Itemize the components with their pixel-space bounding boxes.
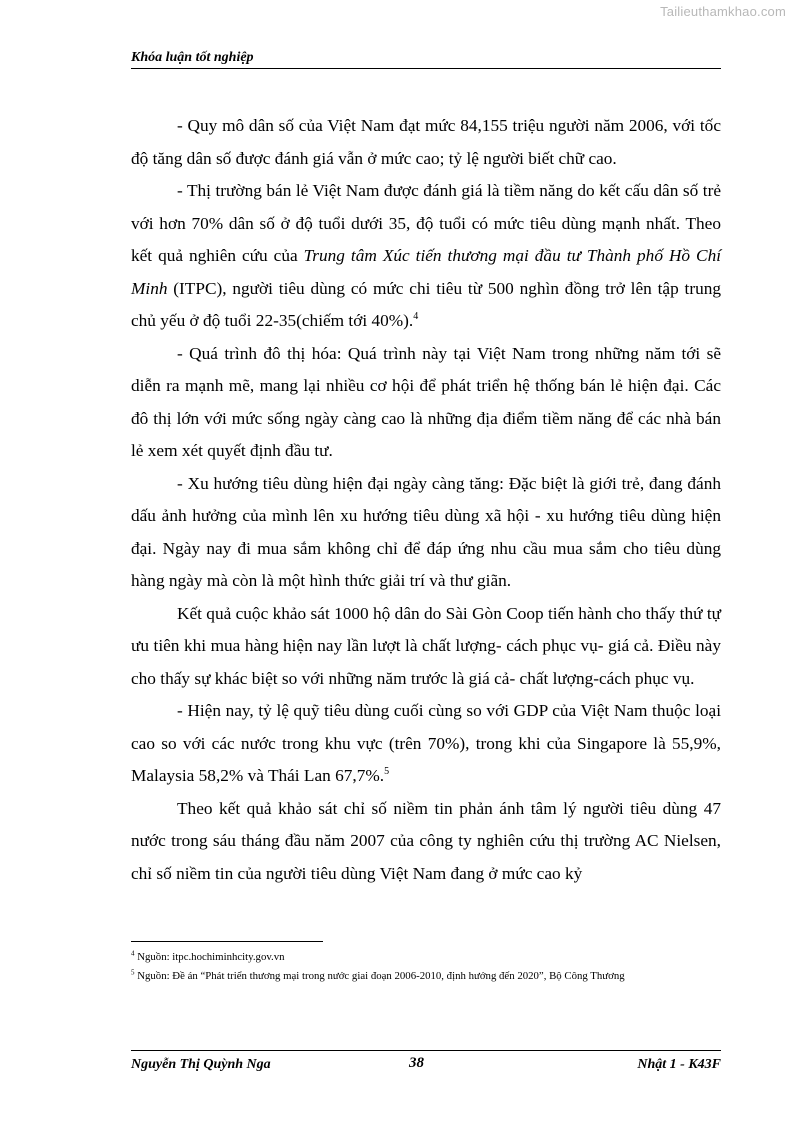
paragraph-confidence-index: Theo kết quả khảo sát chỉ số niềm tin phản ánh tâm lý người tiêu dùng 47 nước trong sáu tháng đầu năm 2007 của công ty nghiên cứu thị trường AC Nielsen, chỉ số niềm tin của người tiêu dùng Việt Nam đang ở mức cao kỷ: [131, 798, 721, 883]
paragraph-survey: Kết quả cuộc khảo sát 1000 hộ dân do Sài Gòn Coop tiến hành cho thấy thứ tự ưu tiên khi mua hàng hiện nay lần lượt là chất lượng- cách phục vụ- giá cả. Điều này cho thấy sự khác biệt so với những năm trước là giá cả- chất lượng-cách phục vụ.: [131, 603, 721, 688]
paragraph-urbanization: - Quá trình đô thị hóa: Quá trình này tại Việt Nam trong những năm tới sẽ diễn ra mạnh mẽ, mang lại nhiều cơ hội để phát triển hệ thống bán lẻ hiện đại. Các đô thị lớn với mức sống ngày càng cao là những địa điểm tiềm năng để các nhà bán lẻ xem xét quyết định đầu tư.: [131, 343, 721, 460]
footnotes: [131, 948, 721, 986]
page-header: [131, 50, 721, 69]
itpc-name: Trung tâm Xúc tiến thương mại đầu tư Thành phố Hồ Chí Minh: [131, 246, 722, 298]
footnote-4: $^4$ Nguồn: itpc.hochiminhcity.gov.vn: [131, 949, 285, 963]
footer-separator: [131, 1050, 721, 1051]
footnote-5: $^5$ Nguồn: Đề án “Phát triển thương mại trong nước giai đoạn 2006-2010, định hướng đến 2020”, Bộ Công Thương: [131, 968, 625, 982]
footnote-separator: [131, 941, 323, 942]
footnote-ref-5[interactable]: 5: [384, 766, 390, 778]
watermark: Tailieuthamkhao.com: [660, 4, 786, 19]
page-footer: [131, 1057, 721, 1077]
body-text: [131, 110, 721, 890]
paragraph-consumption-trend: - Xu hướng tiêu dùng hiện đại ngày càng tăng: Đặc biệt là giới trẻ, đang đánh dấu ảnh hưởng của mình lên xu hướng tiêu dùng xã hội - xu hướng tiêu dùng hiện đại. Ngày nay đi mua sắm không chỉ để đáp ứng nhu cầu mua sắm cho tiêu dùng hàng ngày mà còn là một hình thức giải trí và thư giãn.: [131, 473, 721, 590]
paragraph-gdp-ratio: - Hiện nay, tỷ lệ quỹ tiêu dùng cuối cùng so với GDP của Việt Nam thuộc loại cao so với các nước trong khu vực (trên 70%), trong khi của Singapore là 55,9%, Malaysia 58,2% và Thái Lan 67,7%.$^5$: [131, 701, 721, 785]
footnote-ref-4[interactable]: 4: [413, 311, 419, 323]
paragraph-retail-market: - Thị trường bán lẻ Việt Nam được đánh giá là tiềm năng do kết cấu dân số trẻ với hơn 70% dân số ở độ tuổi dưới 35, độ tuổi có mức tiêu dùng mạnh nhất. Theo kết quả nghiên cứu của Trung tâm Xúc tiến thương mại đầu tư Thành phố Hồ Chí Minh (ITPC), người tiêu dùng có mức chi tiêu từ 500 nghìn đồng trở lên tập trung chủ yếu ở độ tuổi 22-35(chiếm tới 40%).$^4$: [131, 181, 722, 330]
footer-class-code: Nhật 1 - K43F: [637, 1057, 721, 1072]
header-title: Khóa luận tốt nghiệp: [131, 50, 254, 65]
footer-author: Nguyễn Thị Quỳnh Nga: [131, 1057, 271, 1072]
page-number: 38: [409, 1055, 424, 1071]
paragraph-population: - Quy mô dân số của Việt Nam đạt mức 84,155 triệu người năm 2006, với tốc độ tăng dân số được đánh giá vẫn ở mức cao; tỷ lệ người biết chữ cao.: [131, 116, 721, 168]
